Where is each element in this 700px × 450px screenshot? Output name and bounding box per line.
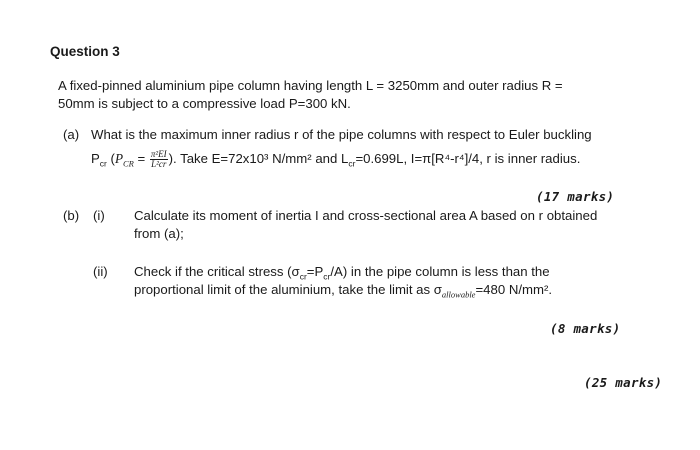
part-b-i-line-2: from (a); bbox=[134, 226, 184, 241]
intro-line-1: A fixed-pinned aluminium pipe column having length L = 3250mm and outer radius R = bbox=[58, 78, 563, 93]
intro-line-2: 50mm is subject to a compressive load P=300 kN. bbox=[58, 96, 351, 111]
part-a-line-2: $P_{cr}$ ($P_{CR}$ = $\frac{\text{π²EI}}{\text{L²cr}}$ ). Take E=72x10³ N/mm² and $L_{cr}=0.699L$, I=π[R⁴-r⁴]/4, r is inner radius. bbox=[91, 149, 581, 169]
part-b-i-line-1: Calculate its moment of inertia I and cross-sectional area A based on r obtained bbox=[134, 208, 598, 223]
part-b-ii-line-1: Check if the critical stress $(\sigma_{cr}=P_{cr}/A)$ in the pipe column is less than the bbox=[134, 264, 550, 282]
total-marks: (25 marks) bbox=[584, 375, 663, 390]
pcr-symbol: $P_{cr}$ bbox=[91, 150, 107, 169]
part-b-ii-line-2: proportional limit of the aluminium, take the limit as $\sigma_{allowable}=480$ N/mm². bbox=[134, 282, 553, 300]
euler-fraction: $\frac{\text{π²EI}}{\text{L²cr}}$ bbox=[150, 149, 167, 169]
question-title: Question 3 bbox=[50, 44, 120, 59]
part-b-label: (b) bbox=[63, 208, 80, 223]
part-b-ii-label: (ii) bbox=[93, 264, 108, 279]
part-a-marks: (17 marks) bbox=[536, 189, 615, 204]
part-a-line-1: What is the maximum inner radius r of the pipe columns with respect to Euler buckling bbox=[91, 127, 592, 142]
part-b-i-label: (i) bbox=[93, 208, 105, 223]
part-b-marks: (8 marks) bbox=[550, 321, 621, 336]
part-a-label: (a) bbox=[63, 127, 80, 142]
